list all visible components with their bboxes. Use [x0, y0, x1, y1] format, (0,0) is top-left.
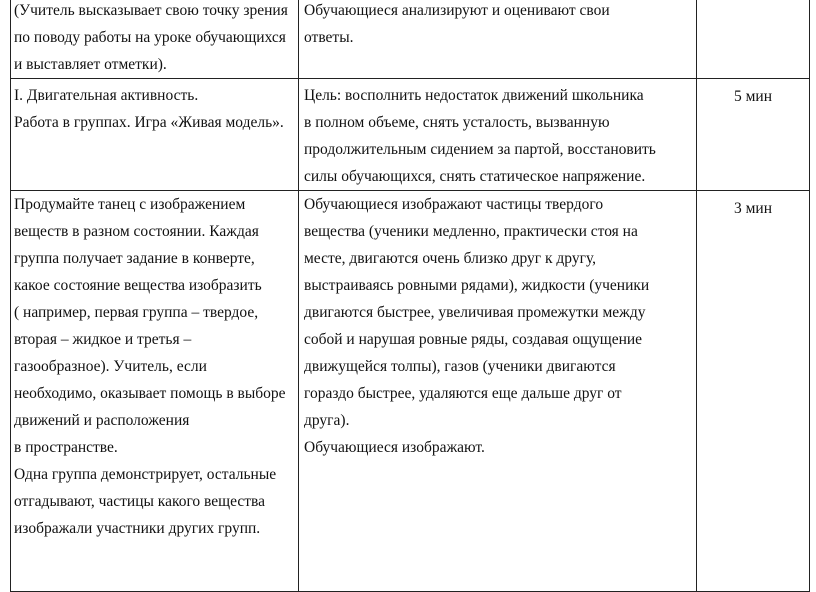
text-line: выстраиваясь ровными рядами), жидкости (ученики — [304, 277, 650, 294]
text-line: ( например, первая группа – твердое, — [14, 304, 259, 321]
text-line: друга). — [304, 412, 350, 429]
text-line: Цель: восполнить недостаток движений школьника — [304, 87, 644, 104]
student-activity-cell — [299, 0, 697, 79]
text-line: вторая – жидкое и третья – — [14, 331, 192, 348]
text-line: Обучающиеся изображают частицы твердого — [304, 196, 604, 213]
text-line: движущейся толпы), газов (ученики двигаются — [304, 358, 616, 375]
table-row — [11, 79, 810, 191]
student-activity-cell — [299, 79, 697, 191]
text-line: какое состояние вещества изобразить — [14, 277, 262, 294]
text-line: и выставляет отметки). — [14, 56, 167, 73]
time-cell — [697, 0, 810, 79]
text-line: силы обучающихся, снять статическое напряжение. — [304, 168, 646, 185]
text-line: Продумайте танец с изображением — [14, 196, 246, 213]
teacher-activity-cell — [11, 79, 299, 191]
text-line: Обучающиеся изображают. — [304, 439, 485, 456]
text-line: изображали участники других групп. — [14, 520, 261, 537]
text-line: в полном объеме, снять усталость, вызванную — [304, 114, 610, 131]
text-line: продолжительным сидением за партой, восстановить — [304, 141, 656, 158]
text-line: месте, двигаются очень близко друг к другу, — [304, 250, 597, 267]
text-line: по поводу работы на уроке обучающихся — [14, 29, 286, 46]
time-cell — [697, 79, 810, 191]
text-line: (Учитель высказывает свою точку зрения — [14, 2, 288, 19]
text-line: группа получает задание в конверте, — [14, 250, 255, 267]
text-line: Обучающиеся анализируют и оценивают свои — [304, 2, 610, 19]
time-value: 5 мин — [733, 88, 773, 105]
text-line: веществ в разном состоянии. Каждая — [14, 223, 259, 240]
text-line: собой и нарушая ровные ряды, создавая ощущение — [304, 331, 643, 348]
text-line: двигаются быстрее, увеличивая промежутки между — [304, 304, 646, 321]
text-line: ответы. — [304, 29, 354, 46]
text-line: в пространстве. — [14, 439, 118, 456]
teacher-activity-cell — [11, 191, 299, 592]
text-line: отгадывают, частицы какого вещества — [14, 493, 266, 510]
text-line: Одна группа демонстрирует, остальные — [14, 466, 277, 483]
time-cell — [697, 191, 810, 592]
teacher-activity-cell — [11, 0, 299, 79]
lesson-plan-table — [10, 0, 810, 592]
text-line: гораздо быстрее, удаляются еще дальше друг от — [304, 385, 622, 402]
time-value: 3 мин — [733, 200, 773, 217]
text-line: необходимо, оказывает помощь в выборе — [14, 385, 286, 402]
text-line: газообразное). Учитель, если — [14, 358, 207, 375]
text-line: I. Двигательная активность. — [14, 87, 199, 104]
student-activity-cell — [299, 191, 697, 592]
time-value — [697, 0, 809, 1]
text-line: Работа в группах. Игра «Живая модель». — [14, 114, 284, 131]
text-line: вещества (ученики медленно, практически стоя на — [304, 223, 638, 240]
table-row — [11, 0, 810, 79]
text-line: движений и расположения — [14, 412, 190, 429]
table-row — [11, 191, 810, 592]
